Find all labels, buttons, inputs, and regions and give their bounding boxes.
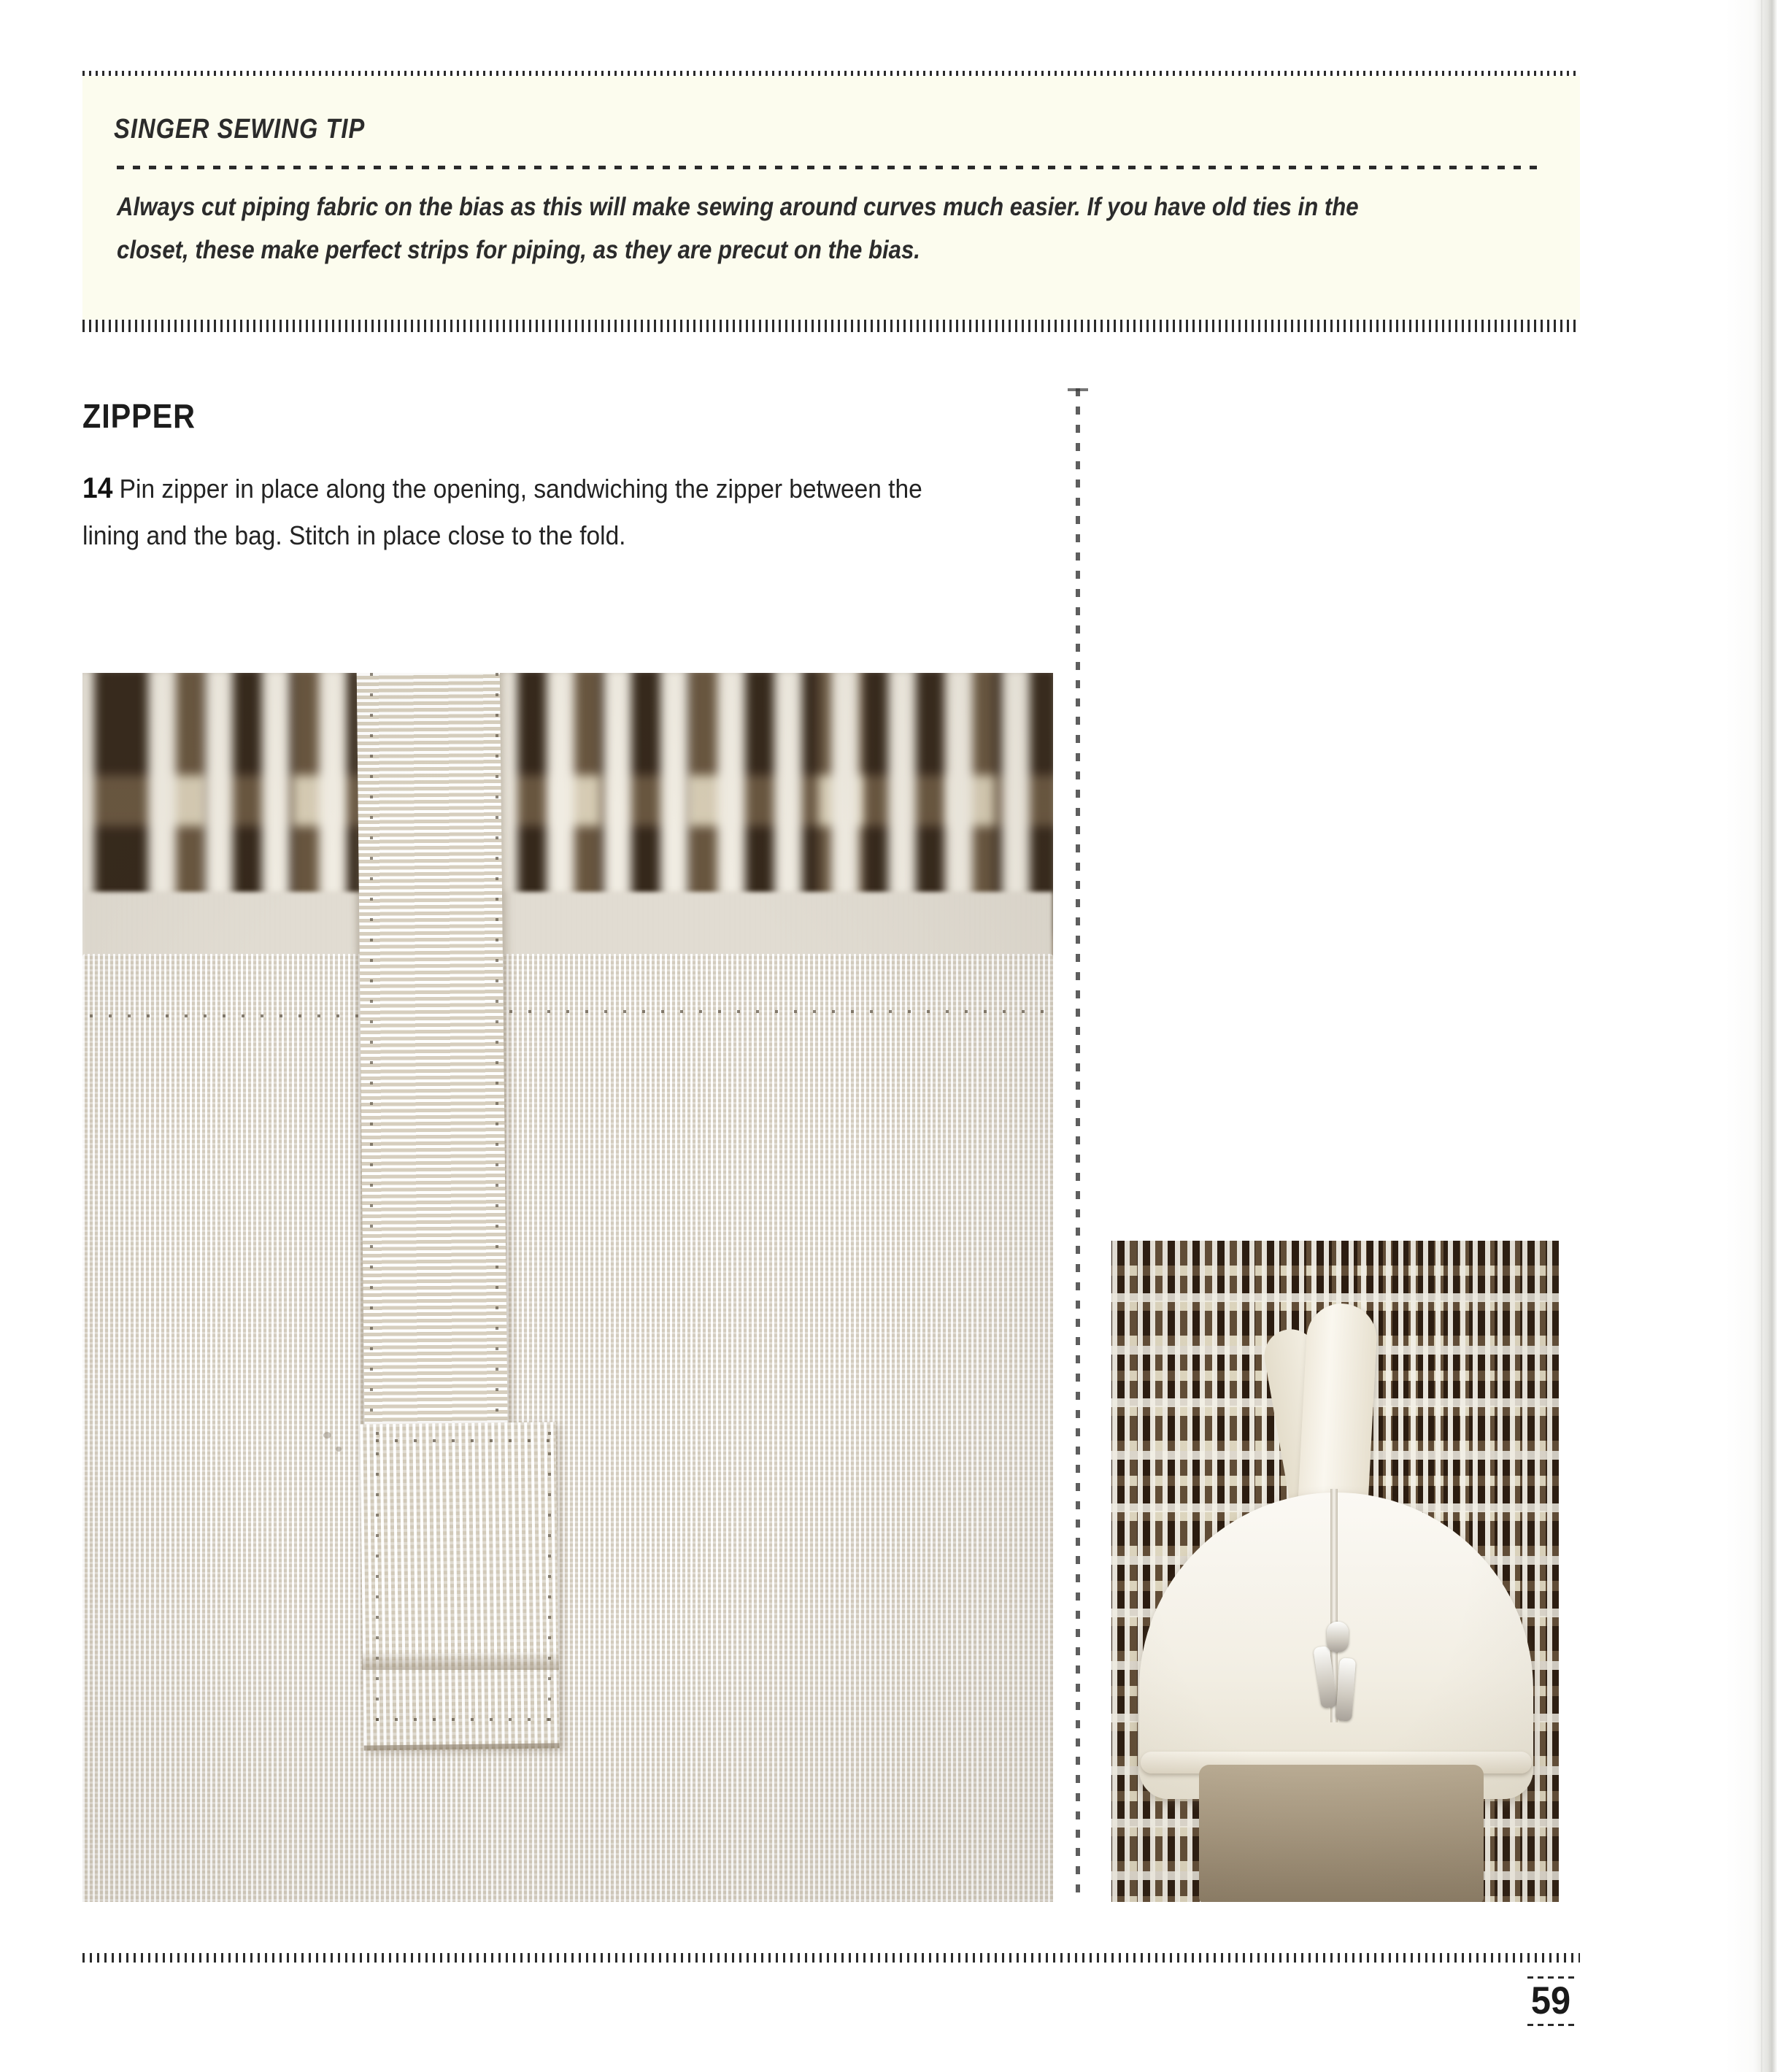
book-gutter-shadow <box>1726 0 1777 2072</box>
zipper-slider <box>1327 1622 1349 1652</box>
step-14-paragraph <box>82 465 985 559</box>
page-edge-line-inner <box>1770 0 1771 2072</box>
tab-stitch-right <box>548 1432 551 1731</box>
footer-stitch-rule <box>82 1953 1580 1963</box>
tab-stitch-top <box>376 1439 551 1442</box>
bag-base <box>1199 1765 1484 1902</box>
strap-fold-shadow <box>362 1651 559 1670</box>
tip-box-dashed-divider <box>117 166 1546 169</box>
page-number-block <box>1503 1976 1598 2026</box>
tab-stitch-bottom <box>376 1718 551 1721</box>
bag-canvas-body <box>82 954 1053 1902</box>
scan-speck <box>336 1447 342 1452</box>
tip-box-body-text: Always cut piping fabric on the bias as this will make sewing around curves much easier. If you have old ties in the closet, these make perfect strips for piping, as they are precut on the bias. <box>117 193 1359 264</box>
inset-photo <box>1111 1241 1559 1902</box>
tab-stitch-left <box>376 1432 379 1731</box>
tip-box-bottom-stitch-rule <box>82 320 1580 332</box>
tip-box-title: SINGER SEWING TIP <box>114 114 366 145</box>
page-edge-line <box>1761 0 1762 2072</box>
scan-speck <box>323 1432 331 1439</box>
bag-handle-front <box>1297 1302 1379 1525</box>
topstitch-left <box>90 1014 367 1017</box>
step-body-text: Pin zipper in place along the opening, sandwiching the zipper between the lining and the bag. Stitch in place close to the fold. <box>82 474 922 550</box>
topstitch-right <box>509 1010 1046 1013</box>
column-divider-dashed-line <box>1076 388 1080 1903</box>
section-heading-zipper: ZIPPER <box>82 397 196 435</box>
page-number: 59 <box>1530 1979 1571 2022</box>
page-number-bottom-dash <box>1527 2024 1574 2026</box>
step-number: 14 <box>82 472 113 504</box>
main-photo <box>82 673 1053 1902</box>
strap-folded-tab <box>360 1422 559 1750</box>
singer-sewing-tip-box <box>82 76 1580 320</box>
